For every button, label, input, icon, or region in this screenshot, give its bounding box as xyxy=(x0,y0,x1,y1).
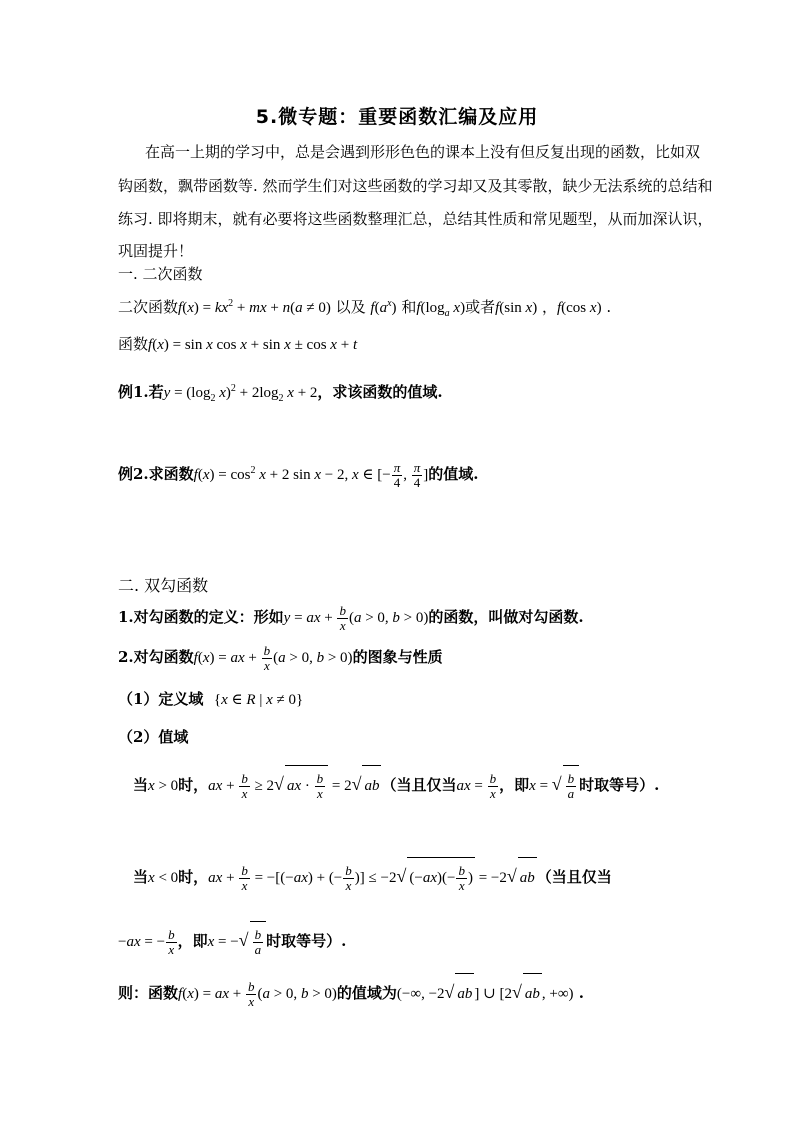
quadratic-function-example: 函数f(x) = sin x cos x + sin x ± cos x + t xyxy=(118,335,358,353)
intro-line-2: 钩函数，飘带函数等. 然而学生们对这些函数的学习却又及其零散，缺少无法系统的总结和 xyxy=(118,177,713,195)
intro-line-1: 在高一上期的学习中，总是会遇到形形色色的课本上没有但反复出现的函数，比如双 xyxy=(145,143,701,161)
intro-line-3: 练习. 即将期末，就有必要将这些函数整理汇总，总结其性质和常见题型，从而加深认识， xyxy=(118,210,713,228)
double-hook-properties: 2.对勾函数f(x) = ax + $\frac{b}{x}$ (a > 0, b > 0)的图象与性质 xyxy=(118,643,443,674)
example-2: 例2.求函数$f(x) = \cos^2 x + 2$ sin x − 2, x ∈ [− $\frac{\pi}{4}$ , $\frac{\pi}{4}$ ]的值域. xyxy=(118,460,479,491)
example-1: 例1.若$y = (\log_2$ $x)^2 + 2\log_2$ x + 2，求该函数的值域. xyxy=(118,383,443,404)
section-2-heading: 二. 双勾函数 xyxy=(118,576,209,595)
range-case-negative-cont: −ax = − $\frac{b}{x}$ ，即x = −√ $\frac{b}{a}$ 时取等号）. xyxy=(118,920,346,962)
range-case-positive: 当x > 0时，ax + $\frac{b}{x}$ ≥ 2√ ax · $\frac{b}{x}$ = 2√ ab （当且仅当ax = $\frac{b}{x}$ ，即x = √ $\frac{b}{a}$ 时取等号）. xyxy=(133,764,659,806)
section-1-heading: 一. 二次函数 xyxy=(118,265,203,283)
page-title: 5.微专题：重要函数汇编及应用 xyxy=(255,106,539,128)
range-heading: （2）值域 xyxy=(118,728,189,746)
double-hook-definition: 1.对勾函数的定义：形如y = ax + $\frac{b}{x}$ (a > 0, b > 0)的函数，叫做对勾函数. xyxy=(118,603,584,634)
domain-line: （1）定义域 {x ∈ R | x ≠ 0} xyxy=(118,690,304,708)
intro-line-4: 巩固提升！ xyxy=(118,242,194,260)
range-conclusion: 则：函数f(x) = ax + $\frac{b}{x}$ (a > 0, b > 0)的值域为(−∞, −2√ ab ] ∪ [2√ ab , +∞) . xyxy=(118,972,584,1014)
quadratic-definition-line: 二次函数$f(x) = kx^2$ + mx + n(a ≠ 0) 以及 $f(a^x)$ 和$f(\log_a$ x)或者f(sin x) ，f(cos x) . xyxy=(118,298,612,319)
range-case-negative: 当x < 0时，ax + $\frac{b}{x}$ = −[(−ax) + (− $\frac{b}{x}$ )] ≤ −2√ (−ax)(− $\frac{b}{x}$ ) = −2√ ab （当且仅当 xyxy=(133,856,612,898)
